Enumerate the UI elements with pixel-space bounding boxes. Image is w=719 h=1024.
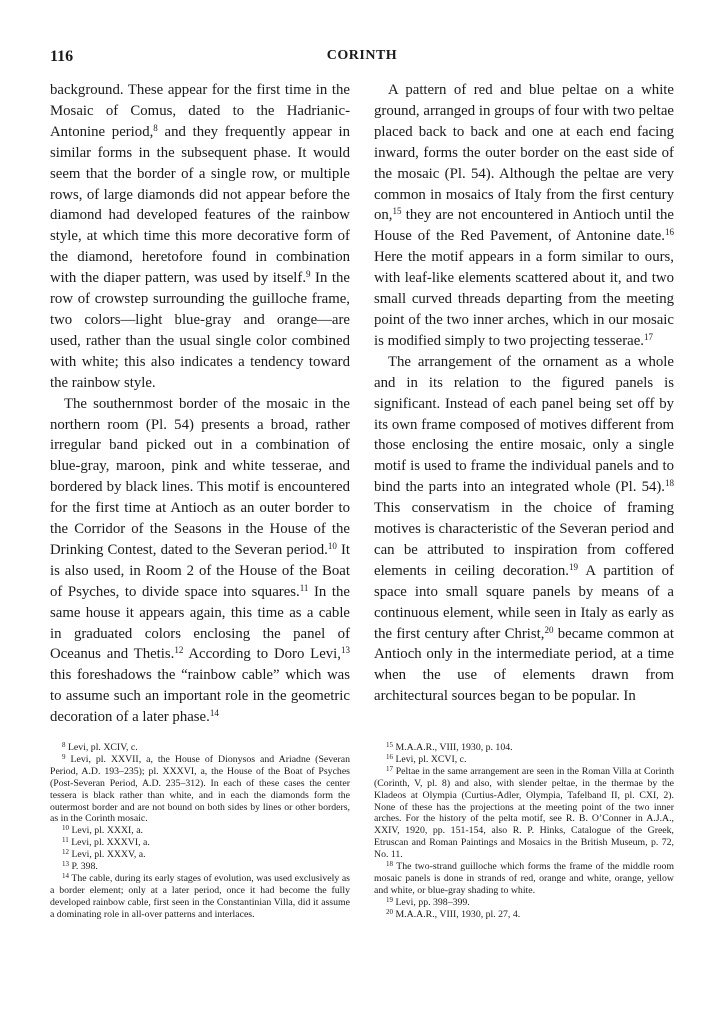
footnote-ref[interactable]: 20 bbox=[544, 624, 554, 635]
footnote-ref[interactable]: 14 bbox=[209, 708, 219, 719]
paragraph: A pattern of red and blue peltae on a white ground, arranged in groups of four with two peltae placed back to back and one at each end facing inward, forms the outer border on the east side of the mosaic (Pl. 54). Although the peltae are very common in mosaics of Italy from the first century on,$^{15}$ they are not encountered in Antioch until the House of the Red Pavement, of Antonine date.$^{16}$ Here the motif appears in a form similar to ours, with leaf-like elements scattered about it, and two small curved threads departing from the meeting point of the two inner arches, which in our mosaic is modified simply to two projecting tesserae.$^{17}$ bbox=[374, 82, 674, 349]
footnote-ref[interactable]: 13 bbox=[341, 645, 350, 656]
footnote-ref[interactable]: 19 bbox=[569, 561, 578, 572]
paragraph: background. These appear for the first time in the Mosaic of Comus, dated to the Hadrianic-Antonine period,$^8$ and they frequently appear in similar forms in the subsequent phase. It would seem that the border of a single row, or multiple rows, of large diamonds did not appear before the diamond had developed features of the rainbow style, at which time this more decorative form of the diamond, heretofore found in combination with the diaper pattern, was used by itself.$^9$ In the row of crowstep surrounding the guilloche frame, two colors—light blue-gray and orange—are used, rather than the usual single color combined with white; this also indicates a tendency toward the rainbow style. bbox=[50, 82, 350, 391]
footnote: $^{19}$ Levi, pp. 398–399. bbox=[386, 895, 470, 908]
footnote: $^{13}$ P. 398. bbox=[62, 860, 98, 873]
footnote-ref[interactable]: 18 bbox=[665, 478, 674, 489]
footnote: $^{20}$ M.A.A.R., VIII, 1930, pl. 27, 4. bbox=[386, 907, 521, 920]
footnote-ref[interactable]: 8 bbox=[153, 122, 158, 133]
body-column-right bbox=[374, 80, 674, 707]
footnote: $^{15}$ M.A.A.R., VIII, 1930, p. 104. bbox=[386, 741, 513, 753]
footnote-ref[interactable]: 12 bbox=[174, 645, 184, 656]
footnote: $^{14}$ The cable, during its early stages of evolution, was used exclusively as a border element; only at a later period, once it had become the fully developed rainbow cable, first seen in the Constantinian Villa, did it assume a dominating role in all-over patterns and interlaces. bbox=[50, 871, 350, 920]
footnote-ref[interactable]: 10 bbox=[327, 540, 337, 551]
page-header bbox=[50, 48, 674, 68]
body-column-left bbox=[50, 80, 350, 728]
footnote: $^{16}$ Levi, pl. XCVI, c. bbox=[386, 752, 467, 765]
footnote: $^8$ Levi, pl. XCIV, c. bbox=[62, 741, 138, 753]
footnote-ref[interactable]: 11 bbox=[299, 582, 309, 593]
footnote-ref[interactable]: 15 bbox=[392, 206, 402, 217]
paragraph: The southernmost border of the mosaic in the northern room (Pl. 54) presents a broad, rather irregular band picked out in a combination of blue-gray, maroon, pink and white tesserae, and bordered by black lines. This motif is encountered for the first time at Antioch as an outer border to the Corridor of the Seasons in the House of the Drinking Contest, dated to the Severan period.$^{10}$ It is also used, in Room 2 of the House of the Boat of Psyches, to divide space into squares.$^{11}$ In the same house it appears again, this time as a cable in graduated colors enclosing the panel of Oceanus and Thetis.$^{12}$ According to Doro Levi,$^{13}$ this foreshadows the “rainbow cable” which was to assume such an important role in the geometric decoration of a later phase.$^{14}$ bbox=[50, 395, 350, 726]
footnote: $^{12}$ Levi, pl. XXXV, a. bbox=[62, 848, 146, 861]
footnote: $^{11}$ Levi, pl. XXXVI, a. bbox=[62, 836, 150, 849]
footnote: $^{10}$ Levi, pl. XXXI, a. bbox=[62, 824, 144, 837]
page-number: 116 bbox=[50, 48, 74, 65]
footnote: $^{18}$ The two-strand guilloche which forms the frame of the middle room mosaic panels is done in strands of red, orange and white, orange, yellow and white, or blue-gray shading to white. bbox=[374, 860, 674, 896]
running-head: CORINTH bbox=[326, 48, 398, 63]
footnote-ref[interactable]: 9 bbox=[306, 269, 311, 280]
footnote-ref[interactable]: 17 bbox=[644, 331, 653, 342]
footnotes-left bbox=[50, 742, 350, 921]
footnote: $^{17}$ Peltae in the same arrangement are seen in the Roman Villa at Corinth (Corinth, V, pl. 8) and also, with slender peltae, in the thermae by the Kladeos at Olympia (Curtius-Adler, Olympia, Tafelband II, pl. CXI, 2). None of these has the projections at the meeting point of the two inner arches. For the history of the pelta motif, see R. B. O’Conner in A.J.A., XXIV, 1920, pp. 151-154, also R. P. Hinks, Catalogue of the Greek, Etruscan and Roman Paintings and Mosaics in the British Museum, p. 72, No. 11. bbox=[374, 764, 674, 861]
footnotes-right bbox=[374, 742, 674, 921]
footnote-ref[interactable]: 16 bbox=[665, 227, 674, 238]
paragraph: The arrangement of the ornament as a whole and in its relation to the figured panels is significant. Instead of each panel being set off by its own frame composed of motives different from those enclosing the entire mosaic, only a single motif is used to frame the individual panels and to bind the parts into an integrated whole (Pl. 54).$^{18}$ This conservatism in the choice of framing motives is characteristic of the Severan period and can be attributed to inspiration from coffered elements in ceiling decoration.$^{19}$ A partition of space into small square panels by means of a continuous element, while seen in Italy as early as the first century after Christ,$^{20}$ became common at Antioch only in the intermediate period, at a time when the use of elements drawn from architectural sources began to be popular. In bbox=[374, 353, 674, 705]
footnote: $^9$ Levi, pl. XXVII, a, the House of Dionysos and Ariadne (Severan Period, A.D. 193–235); pl. XXXVI, a, the House of the Boat of Psyches (Post-Severan Period, A.D. 235–312). In each of these cases the center tessera is black rather than white, and in each the diamonds form the outermost border and are not bound on both sides by lines or other borders, as in the Corinth mosaic. bbox=[50, 752, 350, 825]
